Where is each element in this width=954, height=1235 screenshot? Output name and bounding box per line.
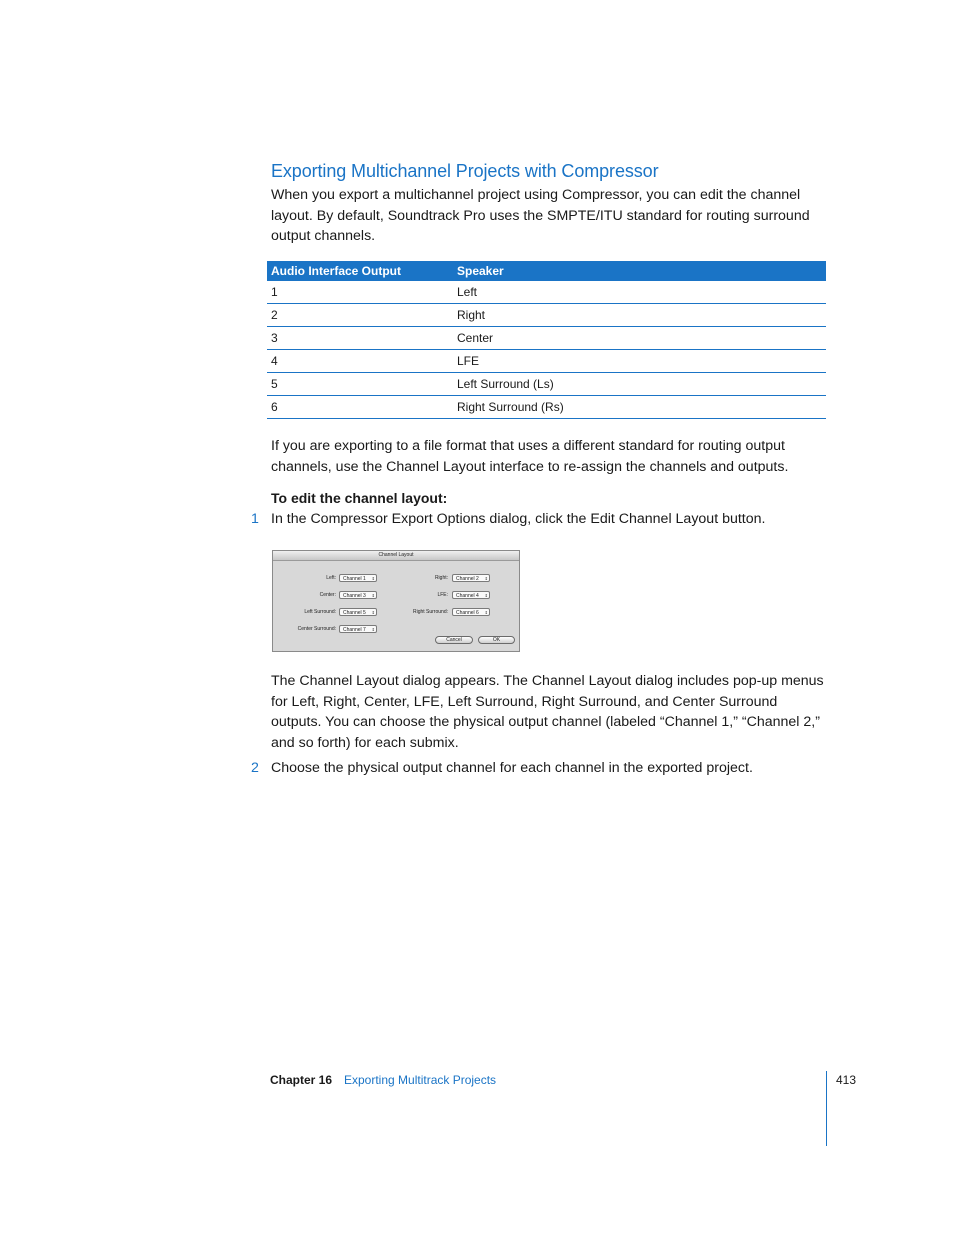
chevron-updown-icon: ⇕ <box>484 576 488 581</box>
popup-value: Channel 6 <box>456 610 479 616</box>
table-row <box>267 304 826 327</box>
left-surround-popup[interactable] <box>339 608 377 616</box>
chevron-updown-icon: ⇕ <box>371 576 375 581</box>
footer-divider <box>826 1071 827 1146</box>
center-popup[interactable] <box>339 591 377 599</box>
popup-value: Channel 1 <box>343 576 366 582</box>
table-row <box>267 350 826 373</box>
left-label: Left: <box>326 575 336 581</box>
left-popup[interactable] <box>339 574 377 582</box>
right-surround-popup[interactable] <box>452 608 490 616</box>
table-cell: 6 <box>267 396 453 419</box>
dialog-description-paragraph: The Channel Layout dialog appears. The Channel Layout dialog includes pop-up menus for Left, Right, Center, LFE, Left Surround, Right Surround, and Center Surround outputs. You can choose the physical output channel (labeled “Channel 1,” “Channel 2,” and so forth) for each submix. <box>271 673 824 751</box>
table-cell: 4 <box>267 350 453 373</box>
channel-table <box>267 261 826 419</box>
step-text: In the Compressor Export Options dialog, click the Edit Channel Layout button. <box>271 511 766 527</box>
chevron-updown-icon: ⇕ <box>484 593 488 598</box>
chevron-updown-icon: ⇕ <box>371 610 375 615</box>
footer-chapter: Chapter 16 <box>270 1073 333 1087</box>
section-heading: Exporting Multichannel Projects with Compressor <box>271 161 659 181</box>
footer-chapter-title: Exporting Multitrack Projects <box>344 1073 497 1087</box>
column-header: Audio Interface Output <box>267 261 453 281</box>
table-cell: 5 <box>267 373 453 396</box>
cancel-button[interactable]: Cancel <box>435 636 473 644</box>
table-cell: 3 <box>267 327 453 350</box>
lfe-label: LFE: <box>437 592 448 598</box>
dialog-title: Channel Layout <box>273 551 519 561</box>
ok-button[interactable]: OK <box>478 636 515 644</box>
table-row <box>267 281 826 304</box>
popup-value: Channel 4 <box>456 593 479 599</box>
chevron-updown-icon: ⇕ <box>371 627 375 632</box>
center-surround-label: Center Surround: <box>297 626 336 632</box>
popup-value: Channel 7 <box>343 627 366 633</box>
step-number: 1 <box>251 511 259 527</box>
center-surround-popup[interactable] <box>339 625 377 633</box>
popup-value: Channel 2 <box>456 576 479 582</box>
chevron-updown-icon: ⇕ <box>484 610 488 615</box>
table-cell: 1 <box>267 281 453 304</box>
right-surround-label: Right Surround: <box>412 609 448 615</box>
table-cell: Center <box>453 327 826 350</box>
procedure-heading: To edit the channel layout: <box>271 490 448 506</box>
right-popup[interactable] <box>452 574 490 582</box>
table-cell: Left <box>453 281 826 304</box>
step-text: Choose the physical output channel for each channel in the exported project. <box>271 760 753 776</box>
step-number: 2 <box>251 760 259 776</box>
popup-value: Channel 3 <box>343 593 366 599</box>
routing-paragraph: If you are exporting to a file format that uses a different standard for routing output channels, use the Channel Layout interface to re-assign the channels and outputs. <box>271 438 789 475</box>
table-cell: Left Surround (Ls) <box>453 373 826 396</box>
right-label: Right: <box>434 575 448 581</box>
left-surround-label: Left Surround: <box>304 609 336 615</box>
table-cell: Right <box>453 304 826 327</box>
lfe-popup[interactable] <box>452 591 490 599</box>
table-header-row <box>267 261 826 281</box>
table-row <box>267 373 826 396</box>
table-row <box>267 396 826 419</box>
center-label: Center: <box>319 592 336 598</box>
column-header: Speaker <box>453 261 826 281</box>
intro-paragraph: When you export a multichannel project using Compressor, you can edit the channel layout. By default, Soundtrack Pro uses the SMPTE/ITU standard for routing surround output channels. <box>271 187 810 244</box>
page-number: 413 <box>836 1073 857 1087</box>
chevron-updown-icon: ⇕ <box>371 593 375 598</box>
channel-layout-dialog <box>272 550 520 652</box>
table-cell: Right Surround (Rs) <box>453 396 826 419</box>
table-cell: LFE <box>453 350 826 373</box>
table-row <box>267 327 826 350</box>
popup-value: Channel 5 <box>343 610 366 616</box>
table-cell: 2 <box>267 304 453 327</box>
